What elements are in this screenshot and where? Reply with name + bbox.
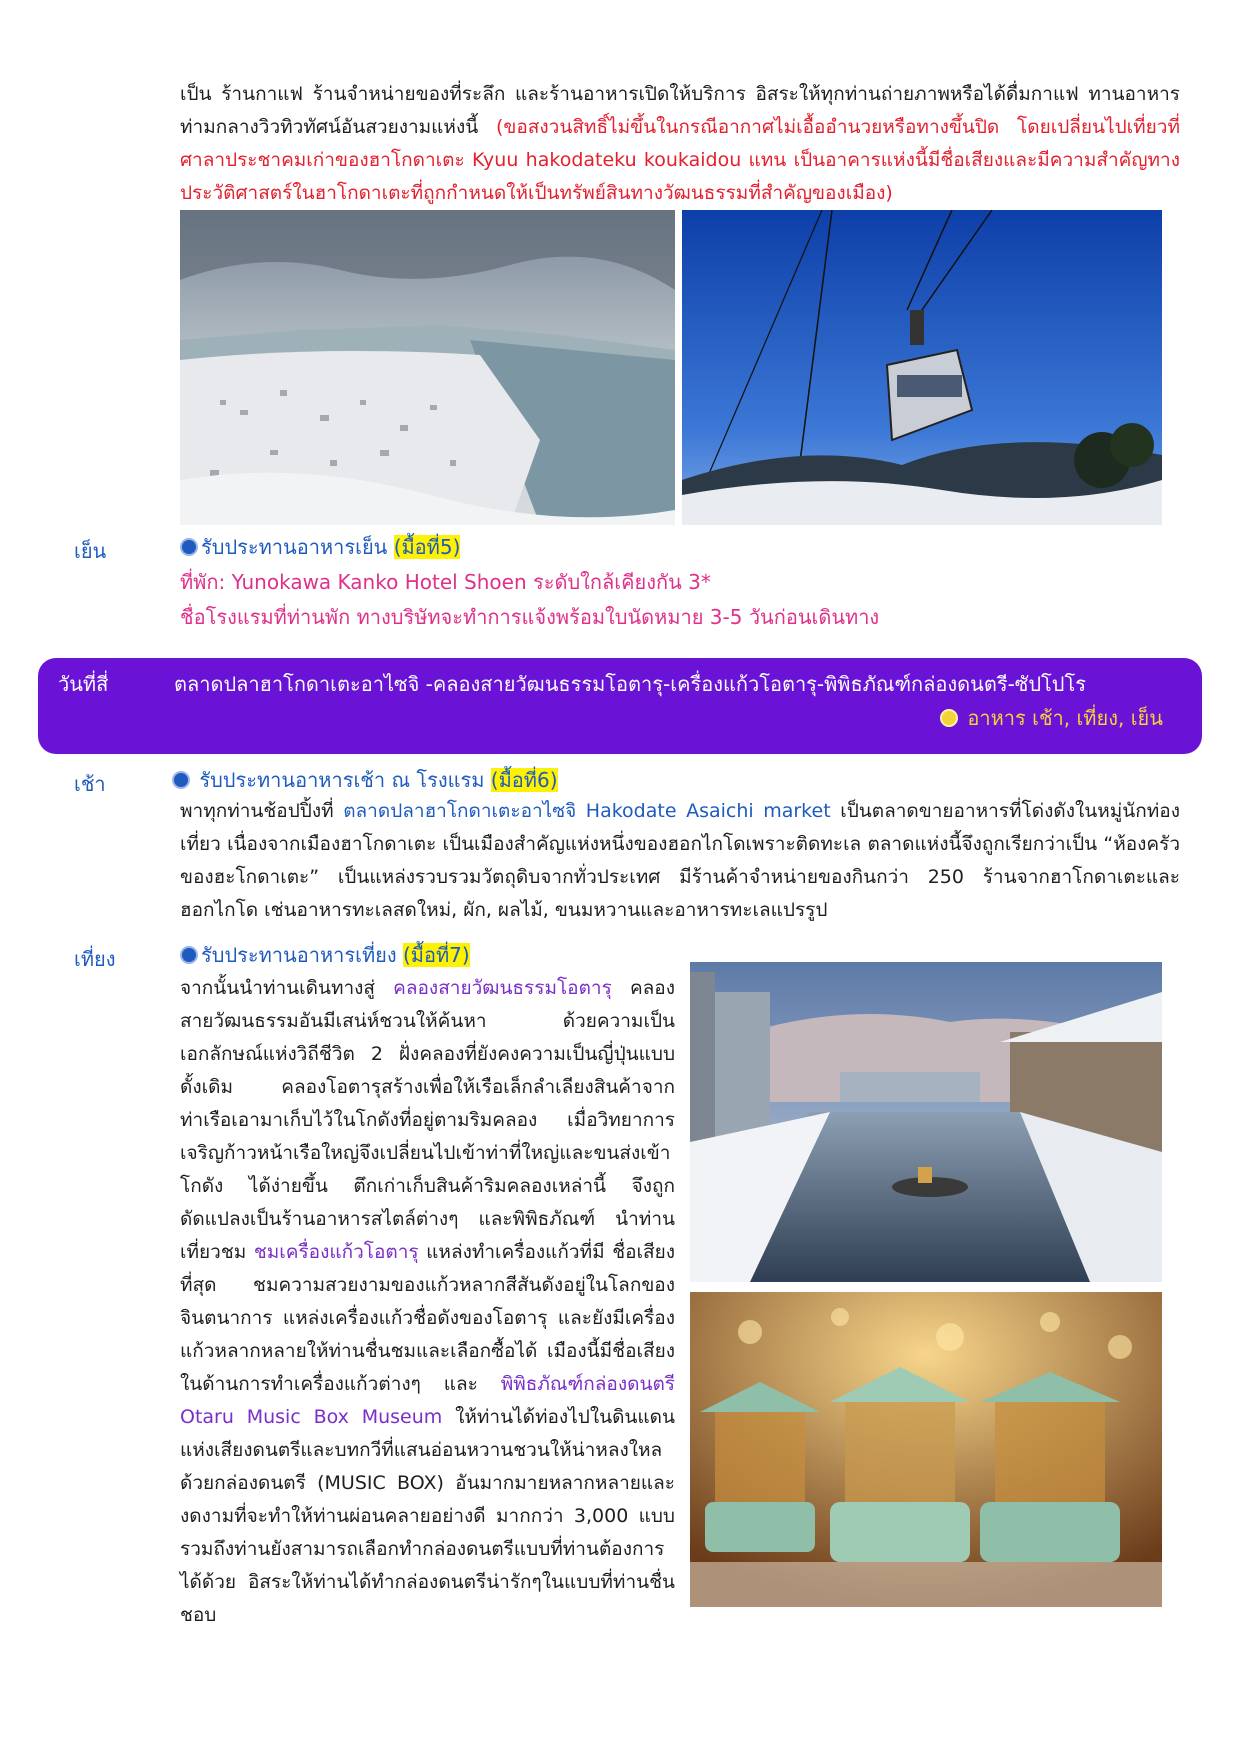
noon-text-2: คลองสายวัฒนธรรมอันมีเสน่ห์ชวนให้ค้นหา ด้วยความเป็นเอกลักษณ์แห่งวิถีชีวิต 2 ฝั่งคลองที่ยังคงความเป็นญี่ปุ่นแบบดั้งเดิม คลองโอตารุสร้างเพื่อให้เรือเล็กลำเลียงสินค้าจากท่าเรือเอามาเก็บไว้ในโกดังที่อยู่ตามริมคลอง เมื่อวิทยาการเจริญก้าวหน้าเรือใหญ่จึงเปลี่ยนไปเข้าท่าที่ใหญ่และขนส่งเข้าโกดัง ได้ง่ายขึ้น ตึกเก่าเก็บสินค้าริมคลองเหล่านี้ จึงถูกดัดแปลงเป็นร้านอาหารสไตล์ต่างๆ และพิพิธภัณฑ์ นำท่านเที่ยวชม <box>180 977 675 1263</box>
plate-icon <box>172 771 190 789</box>
hotel-info: ที่พัก: Yunokawa Kanko Hotel Shoen ระดับใกล้เคียงกัน 3* <box>180 570 711 594</box>
day-label: วันที่สี่ <box>58 672 109 696</box>
morning-meal: รับประทานอาหารเช้า ณ โรงแรม <box>199 768 485 792</box>
plate-icon <box>180 538 198 556</box>
ropeway-photo <box>682 210 1162 525</box>
otaru-canal-photo <box>690 962 1162 1282</box>
evening-label: เย็น <box>74 539 107 563</box>
day-meals <box>940 702 1163 734</box>
plate-icon <box>940 709 958 727</box>
evening-meal-number: (มื้อที่5) <box>393 535 461 559</box>
otaru-glass-link: ชมเครื่องแก้วโอตารุ <box>253 1241 419 1263</box>
noon-meal: รับประทานอาหารเที่ยง <box>201 943 397 967</box>
music-box-museum-link: พิพิธภัณฑ์กล่องดนตรี Otaru Music Box Museum <box>180 1373 675 1428</box>
noon-paragraph <box>180 972 675 1632</box>
morning-meal-number: (มื้อที่6) <box>490 768 558 792</box>
plate-icon <box>180 946 198 964</box>
day-meals-text: อาหาร เช้า, เที่ยง, เย็น <box>967 706 1163 730</box>
noon-meal-line <box>180 938 470 972</box>
noon-text-3: แหล่งทำเครื่องแก้วที่มี ชื่อเสียงที่สุด ชมความสวยงามของแก้วหลากสีสันดังอยู่ในโลกของจินตนาการ แหล่งเครื่องแก้วชื่อดังของโอตารุ และยังมีเครื่องแก้วหลากหลายให้ท่านชื่นชมและเลือกซื้อได้ เมืองนี้มีชื่อเสียงในด้านการทำเครื่องแก้วต่างๆ และ <box>180 1241 676 1395</box>
evening-meal-line <box>180 530 460 564</box>
hakodate-city-photo <box>180 210 675 525</box>
music-box-photo <box>690 1292 1162 1607</box>
morning-meal-line <box>172 763 558 797</box>
intro-paragraph <box>180 78 1180 210</box>
asaichi-market-link: ตลาดปลาฮาโกดาเตะอาไซจิ Hakodate Asaichi market <box>343 800 831 822</box>
noon-meal-number: (มื้อที่7) <box>402 943 470 967</box>
day-title: ตลาดปลาฮาโกดาเตะอาไซจิ -คลองสายวัฒนธรรมโอตารุ-เครื่องแก้วโอตารุ-พิพิธภัณฑ์กล่องดนตรี-ซัปโปโร <box>174 672 1086 696</box>
evening-meal: รับประทานอาหารเย็น <box>201 535 388 559</box>
noon-text-1: จากนั้นนำท่านเดินทางสู่ <box>180 977 394 999</box>
morning-paragraph <box>180 795 1180 927</box>
noon-label: เที่ยง <box>74 947 116 971</box>
noon-text-4: ให้ท่านได้ท่องไปในดินแดนแห่งเสียงดนตรีและบทกวีที่แสนอ่อนหวานชวนให้น่าหลงใหล ด้วยกล่องดนตรี (MUSIC BOX) อันมากมายหลากหลายและงดงามที่จะทำให้ท่านผ่อนคลายอย่างดี มากกว่า 3,000 แบบ รวมถึงท่านยังสามารถเลือกทำกล่องดนตรีแบบที่ท่านต้องการได้ด้วย อิสระให้ท่านได้ทำกล่องดนตรีน่ารักๆในแบบที่ท่านชื่นชอบ <box>180 1406 675 1626</box>
intro-note: (ขอสงวนสิทธิ์ไม่ขึ้นในกรณีอากาศไม่เอื้ออำนวยหรือทางขึ้นปิด โดยเปลี่ยนไปเที่ยวที่ ศาลาประชาคมเก่าของฮาโกดาเตะ Kyuu hakodateku koukaidou แทน เป็นอาคารแห่งนี้มีชื่อเสียงและมีความสำคัญทางประวัติศาสตร์ในฮาโกดาเตะที่ถูกกำหนดให้เป็นทรัพย์สินทางวัฒนธรรมที่สำคัญของเมือง) <box>180 116 1180 204</box>
morning-text-1: พาทุกท่านช้อปปิ้งที่ <box>180 800 344 822</box>
intro-text: เป็น ร้านกาแฟ ร้านจำหน่ายของที่ระลึก และร้านอาหารเปิดให้บริการ อิสระให้ทุกท่านถ่ายภาพหรือได้ดื่มกาแฟ ทานอาหารท่ามกลางวิวทิวทัศน์อันสวยงามแห่งนี้ <box>180 83 1180 138</box>
hotel-note: ชื่อโรงแรมที่ท่านพัก ทางบริษัทจะทำการแจ้งพร้อมใบนัดหมาย 3-5 วันก่อนเดินทาง <box>180 605 880 629</box>
morning-label: เช้า <box>74 772 106 796</box>
morning-text-2: เป็นตลาดขายอาหารที่โด่งดังในหมู่นักท่องเที่ยว เนื่องจากเมืองฮาโกดาเตะ เป็นเมืองสำคัญแห่งหนึ่งของฮอกไกโดเพราะติดทะเล ตลาดแห่งนี้จึงถูกเรียกว่าเป็น “ห้องครัวของฮะโกดาเตะ” เป็นแหล่งรวบรวมวัตถุดิบจากทั่วประเทศ มีร้านค้าจำหน่ายของกินกว่า 250 ร้านจากฮาโกดาเตะและฮอกไกโด เช่นอาหารทะเลสดใหม่, ผัก, ผลไม้, ขนมหวานและอาหารทะเลแปรรูป <box>180 800 1180 921</box>
otaru-canal-link: คลองสายวัฒนธรรมโอตารุ <box>393 977 612 999</box>
